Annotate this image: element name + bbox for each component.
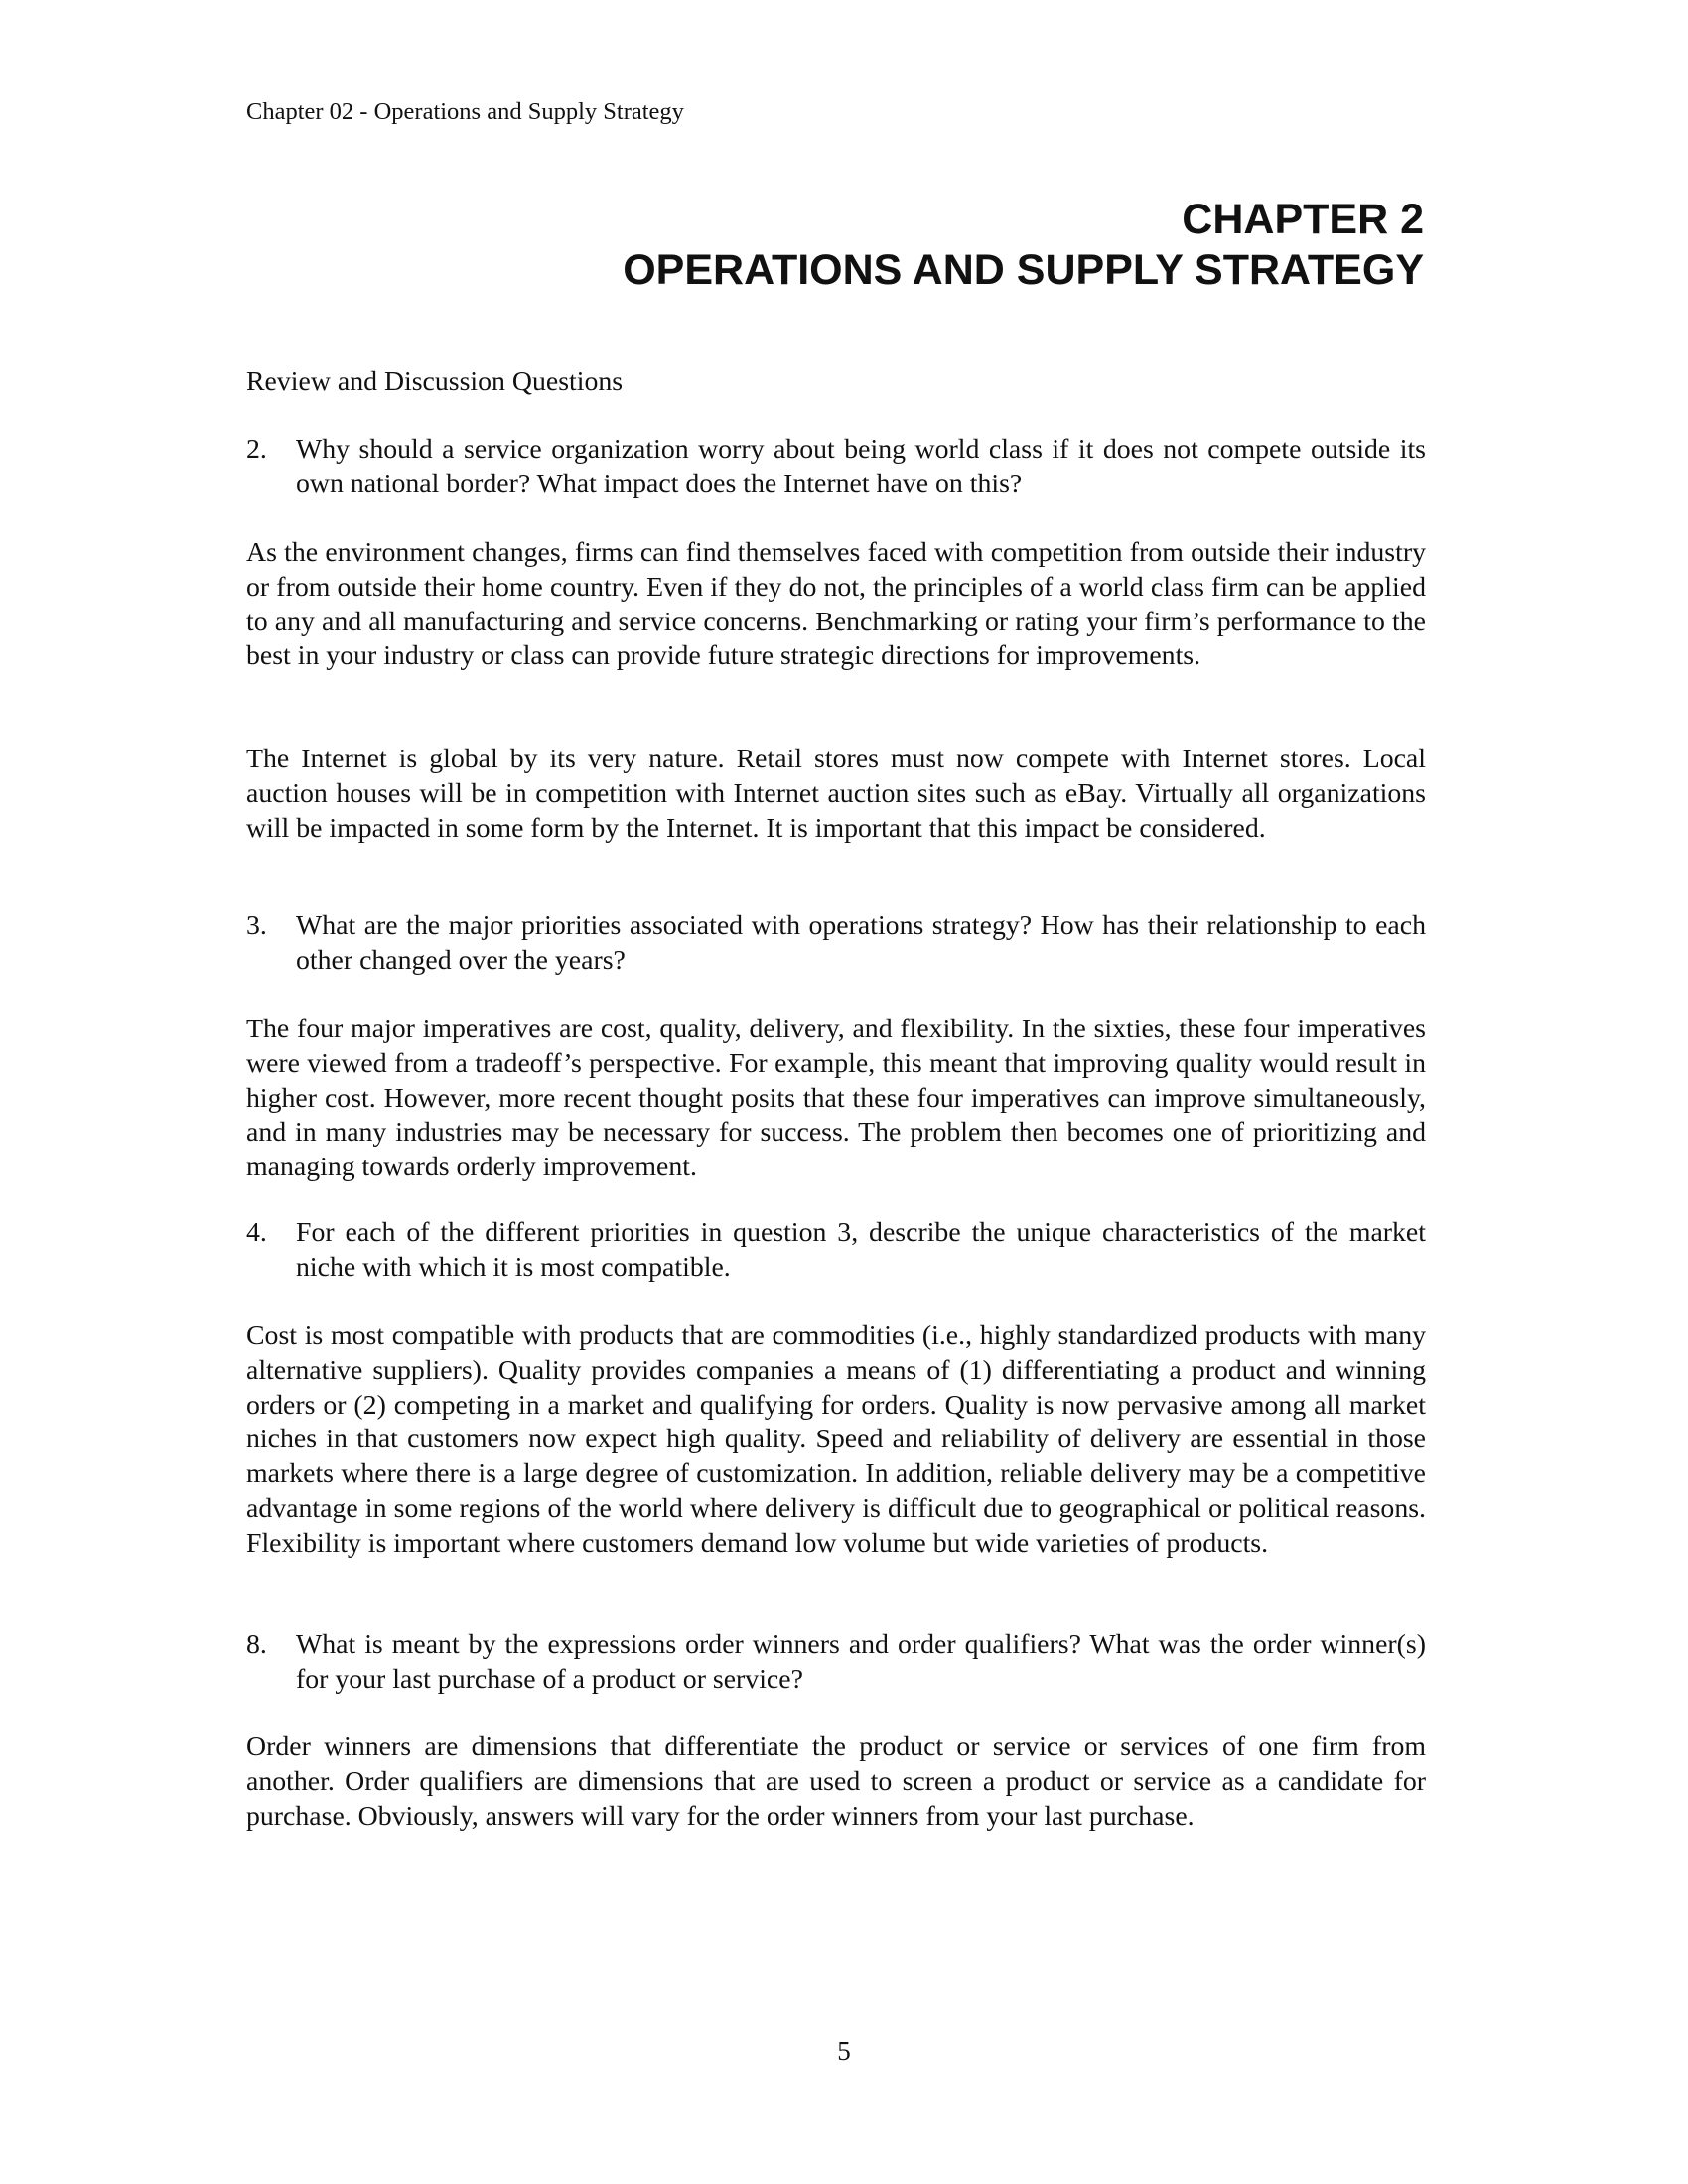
answer-paragraph: As the environment changes, firms can find themselves faced with competition from outside their industry or from outside their home country. Even if they do not, the principles of a world class firm can be applied to any and all manufacturing and service concerns. Benchmarking or rating your firm’s performance to the best in your industry or class can provide future strategic directions for improvements.: [246, 537, 1426, 672]
answer-paragraph: Cost is most compatible with products that are commodities (i.e., highly standardized products with many alternative suppliers). Quality provides companies a means of (1) differentiating a product and winning orders or (2) competing in a market and qualifying for orders. Quality is now pervasive among all market niches in that customers now expect high quality. Speed and reliability of delivery are essential in those markets where there is a large degree of customization. In addition, reliable delivery may be a competitive advantage in some regions of the world where delivery is difficult due to geographical or political reasons. Flexibility is important where customers demand low volume but wide varieties of products.: [246, 1320, 1426, 1559]
question-number: 2.: [246, 434, 267, 465]
question-2: [246, 433, 1426, 502]
question-text: What is meant by the expressions order winners and order qualifiers? What was the order winner(s) for your last purchase of a product or service?: [296, 1629, 1426, 1695]
page-number: 5: [837, 2036, 851, 2066]
chapter-number: CHAPTER 2: [1182, 196, 1424, 243]
running-head: Chapter 02 - Operations and Supply Strategy: [246, 98, 684, 125]
answer-paragraph: Order winners are dimensions that differentiate the product or service or services of one firm from another. Order qualifiers are dimensions that are used to screen a product or service as a candidate for purchase. Obviously, answers will vary for the order winners from your last purchase.: [246, 1731, 1426, 1832]
question-text: What are the major priorities associated with operations strategy? How has their relationship to each other changed over the years?: [296, 910, 1426, 976]
question-8: [246, 1628, 1426, 1698]
question-number: 4.: [246, 1217, 267, 1248]
question-4: [246, 1216, 1426, 1286]
question-number: 8.: [246, 1629, 267, 1660]
answer-paragraph: The Internet is global by its very nature. Retail stores must now compete with Internet stores. Local auction houses will be in competition with Internet auction sites such as eBay. Virtually all organizations will be impacted in some form by the Internet. It is important that this impact be considered.: [246, 744, 1426, 844]
question-text: For each of the different priorities in question 3, describe the unique characteristics of the market niche with which it is most compatible.: [296, 1217, 1426, 1283]
answer-paragraph: The four major imperatives are cost, quality, delivery, and flexibility. In the sixties, these four imperatives were viewed from a tradeoff’s perspective. For example, this meant that improving quality would result in higher cost. However, more recent thought posits that these four imperatives can improve simultaneously, and in many industries may be necessary for success. The problem then becomes one of prioritizing and managing towards orderly improvement.: [246, 1014, 1426, 1182]
question-text: Why should a service organization worry about being world class if it does not compete outside its own national border? What impact does the Internet have on this?: [296, 434, 1426, 499]
question-3: [246, 909, 1426, 979]
question-number: 3.: [246, 910, 267, 941]
chapter-name: OPERATIONS AND SUPPLY STRATEGY: [623, 246, 1424, 294]
section-heading: Review and Discussion Questions: [246, 366, 624, 397]
chapter-title: [623, 195, 1424, 296]
